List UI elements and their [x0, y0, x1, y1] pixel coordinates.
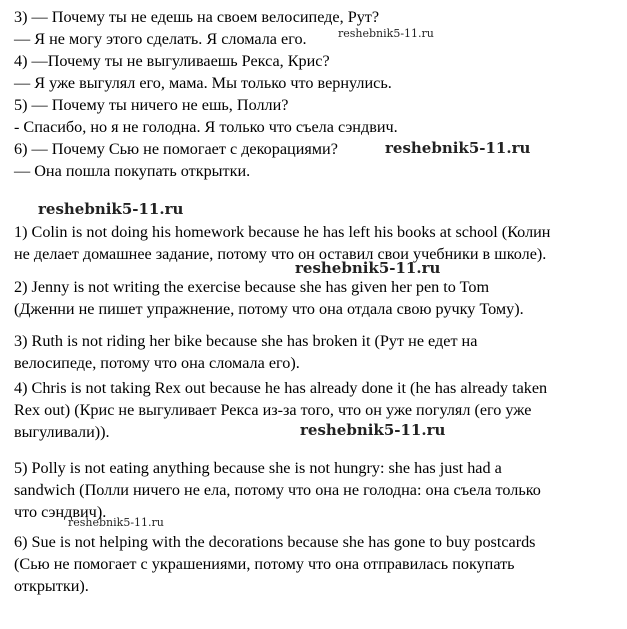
answer-line: 1) Colin is not doing his homework because he has left his books at school (Колин: [14, 223, 551, 241]
watermark: reshebnik5-11.ru: [300, 421, 446, 439]
watermark: reshebnik5-11.ru: [295, 259, 441, 277]
answer-line: 4) Chris is not taking Rex out because he has already done it (he has already taken: [14, 379, 548, 397]
answer-line: не делает домашнее задание, потому что он оставил свои учебники в школе).: [14, 245, 547, 263]
answer-line: Rex out) (Крис не выгуливает Рекса из-за того, что он уже погулял (его уже: [14, 401, 532, 419]
dialogue-line: — Я уже выгулял его, мама. Мы только что вернулись.: [14, 74, 392, 92]
answer-line: выгуливали)).: [14, 423, 110, 441]
watermark: reshebnik5-11.ru: [68, 516, 164, 529]
dialogue-line: 3) — Почему ты не едешь на своем велосипеде, Рут?: [14, 8, 380, 26]
watermark: reshebnik5-11.ru: [338, 27, 434, 40]
watermark: reshebnik5-11.ru: [385, 139, 531, 157]
answer-line: sandwich (Полли ничего не ела, потому что она не голодна: она съела только: [14, 481, 541, 499]
answer-line: (Дженни не пишет упражнение, потому что она отдала свою ручку Тому).: [14, 300, 524, 318]
answer-line: 2) Jenny is not writing the exercise because she has given her pen to Tom: [14, 278, 490, 296]
answer-line: 6) Sue is not helping with the decorations because she has gone to buy postcards: [14, 533, 536, 551]
answer-line: велосипеде, потому что она сломала его).: [14, 354, 300, 372]
answer-line: 5) Polly is not eating anything because she is not hungry: she has just had a: [14, 459, 502, 477]
answer-line: открытки).: [14, 577, 89, 595]
dialogue-line: 4) —Почему ты не выгуливаешь Рекса, Крис?: [14, 52, 330, 70]
dialogue-line: 5) — Почему ты ничего не ешь, Полли?: [14, 96, 289, 114]
dialogue-line: 6) — Почему Сью не помогает с декорациями?: [14, 140, 338, 158]
dialogue-line: — Она пошла покупать открытки.: [14, 162, 251, 180]
answer-line: что сэндвич).: [14, 503, 107, 521]
dialogue-line: - Спасибо, но я не голодна. Я только что съела сэндвич.: [14, 118, 398, 136]
watermark: reshebnik5-11.ru: [38, 200, 184, 218]
answer-line: (Сью не помогает с украшениями, потому что она отправилась покупать: [14, 555, 515, 573]
dialogue-line: — Я не могу этого сделать. Я сломала его.: [14, 30, 307, 48]
answer-line: 3) Ruth is not riding her bike because she has broken it (Рут не едет на: [14, 332, 478, 350]
